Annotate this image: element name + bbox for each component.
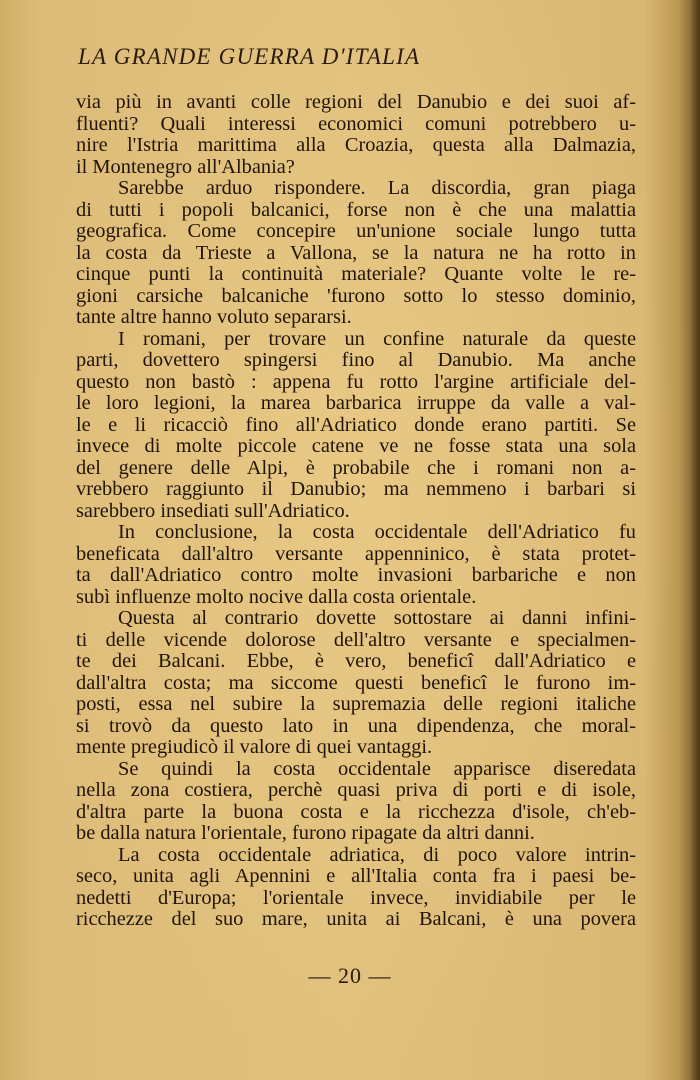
text-line: la costa da Trieste a Vallona, se la natura ne ha rotto in bbox=[76, 242, 636, 264]
text-line: Sarebbe arduo rispondere. La discordia, gran piaga bbox=[118, 178, 636, 199]
text-line: cinque punti la continuità materiale? Quante volte le re- bbox=[76, 264, 636, 285]
text-line: parti, dovettero spingersi fino al Danubio. Ma anche bbox=[76, 350, 636, 371]
text-line: via più in avanti colle regioni del Danubio e dei suoi af- bbox=[76, 92, 636, 113]
running-title: LA GRANDE GUERRA D'ITALIA bbox=[78, 44, 421, 69]
text-line: subì influenze molto nocive dalla costa orientale. bbox=[76, 586, 477, 608]
body-text bbox=[76, 92, 636, 931]
text-line: d'altra parte la buona costa e la ricchezza d'isole, ch'eb- bbox=[76, 801, 636, 823]
text-line: mente pregiudicò il valore di quei vantaggi. bbox=[76, 737, 433, 758]
text-line: tante altre hanno voluto separarsi. bbox=[76, 307, 352, 328]
text-line: In conclusione, la costa occidentale dell'Adriatico fu bbox=[118, 522, 636, 543]
text-line: La costa occidentale adriatica, di poco valore intrin- bbox=[118, 844, 636, 866]
text-line: be dalla natura l'orientale, furono ripagate da altri danni. bbox=[76, 823, 535, 844]
text-line: posti, essa nel subire la supremazia delle regioni italiche bbox=[76, 694, 636, 715]
text-line: gioni carsiche balcaniche 'furono sotto lo stesso dominio, bbox=[76, 285, 636, 307]
text-line: nire l'Istria marittima alla Croazia, questa alla Dalmazia, bbox=[76, 135, 636, 156]
text-line: beneficata dall'altro versante appenninico, è stata protet- bbox=[76, 543, 636, 565]
text-line: nella zona costiera, perchè quasi priva di porti e di isole, bbox=[76, 780, 636, 801]
text-line: fluenti? Quali interessi economici comuni potrebbero u- bbox=[76, 113, 636, 135]
text-line: te dei Balcani. Ebbe, è vero, beneficî dall'Adriatico e bbox=[76, 651, 636, 672]
text-line: le e li ricacciò fino all'Adriatico donde erano partiti. Se bbox=[76, 414, 636, 436]
text-line: di tutti i popoli balcanici, forse non è che una malattia bbox=[76, 199, 636, 221]
text-line: questo non bastò : appena fu rotto l'argine artificiale del- bbox=[76, 371, 636, 393]
text-line: sarebbero insediati sull'Adriatico. bbox=[76, 500, 350, 522]
text-line: nedetti d'Europa; l'orientale invece, invidiabile per le bbox=[76, 887, 636, 909]
text-line: vrebbero raggiunto il Danubio; ma nemmeno i barbari si bbox=[76, 479, 636, 500]
text-line: ti delle vicende dolorose dell'altro versante e specialmen- bbox=[76, 629, 636, 651]
text-line: ricchezze del suo mare, unita ai Balcani, è una povera bbox=[76, 909, 636, 930]
text-line: seco, unita agli Apennini e all'Italia conta fra i paesi be- bbox=[76, 866, 636, 887]
text-line: ta dall'Adriatico contro molte invasioni barbariche e non bbox=[76, 565, 636, 586]
text-line: invece di molte piccole catene ve ne fosse stata una sola bbox=[76, 436, 636, 457]
text-line: I romani, per trovare un confine naturale da queste bbox=[118, 328, 636, 350]
text-line: le loro legioni, la marea barbarica irruppe da valle a val- bbox=[76, 393, 636, 414]
text-line: del genere delle Alpi, è probabile che i romani non a- bbox=[76, 457, 636, 479]
text-line: si trovò da questo lato in una dipendenza, che moral- bbox=[76, 715, 636, 737]
text-line: Questa al contrario dovette sottostare ai danni infini- bbox=[118, 608, 636, 629]
page-number: — 20 — bbox=[308, 963, 392, 988]
text-line: dall'altra costa; ma siccome questi beneficî le furono im- bbox=[76, 672, 636, 694]
text-line: Se quindi la costa occidentale apparisce diseredata bbox=[118, 758, 636, 780]
text-line: geografica. Come concepire un'unione sociale lungo tutta bbox=[76, 221, 636, 242]
text-line: il Montenegro all'Albania? bbox=[76, 156, 295, 178]
